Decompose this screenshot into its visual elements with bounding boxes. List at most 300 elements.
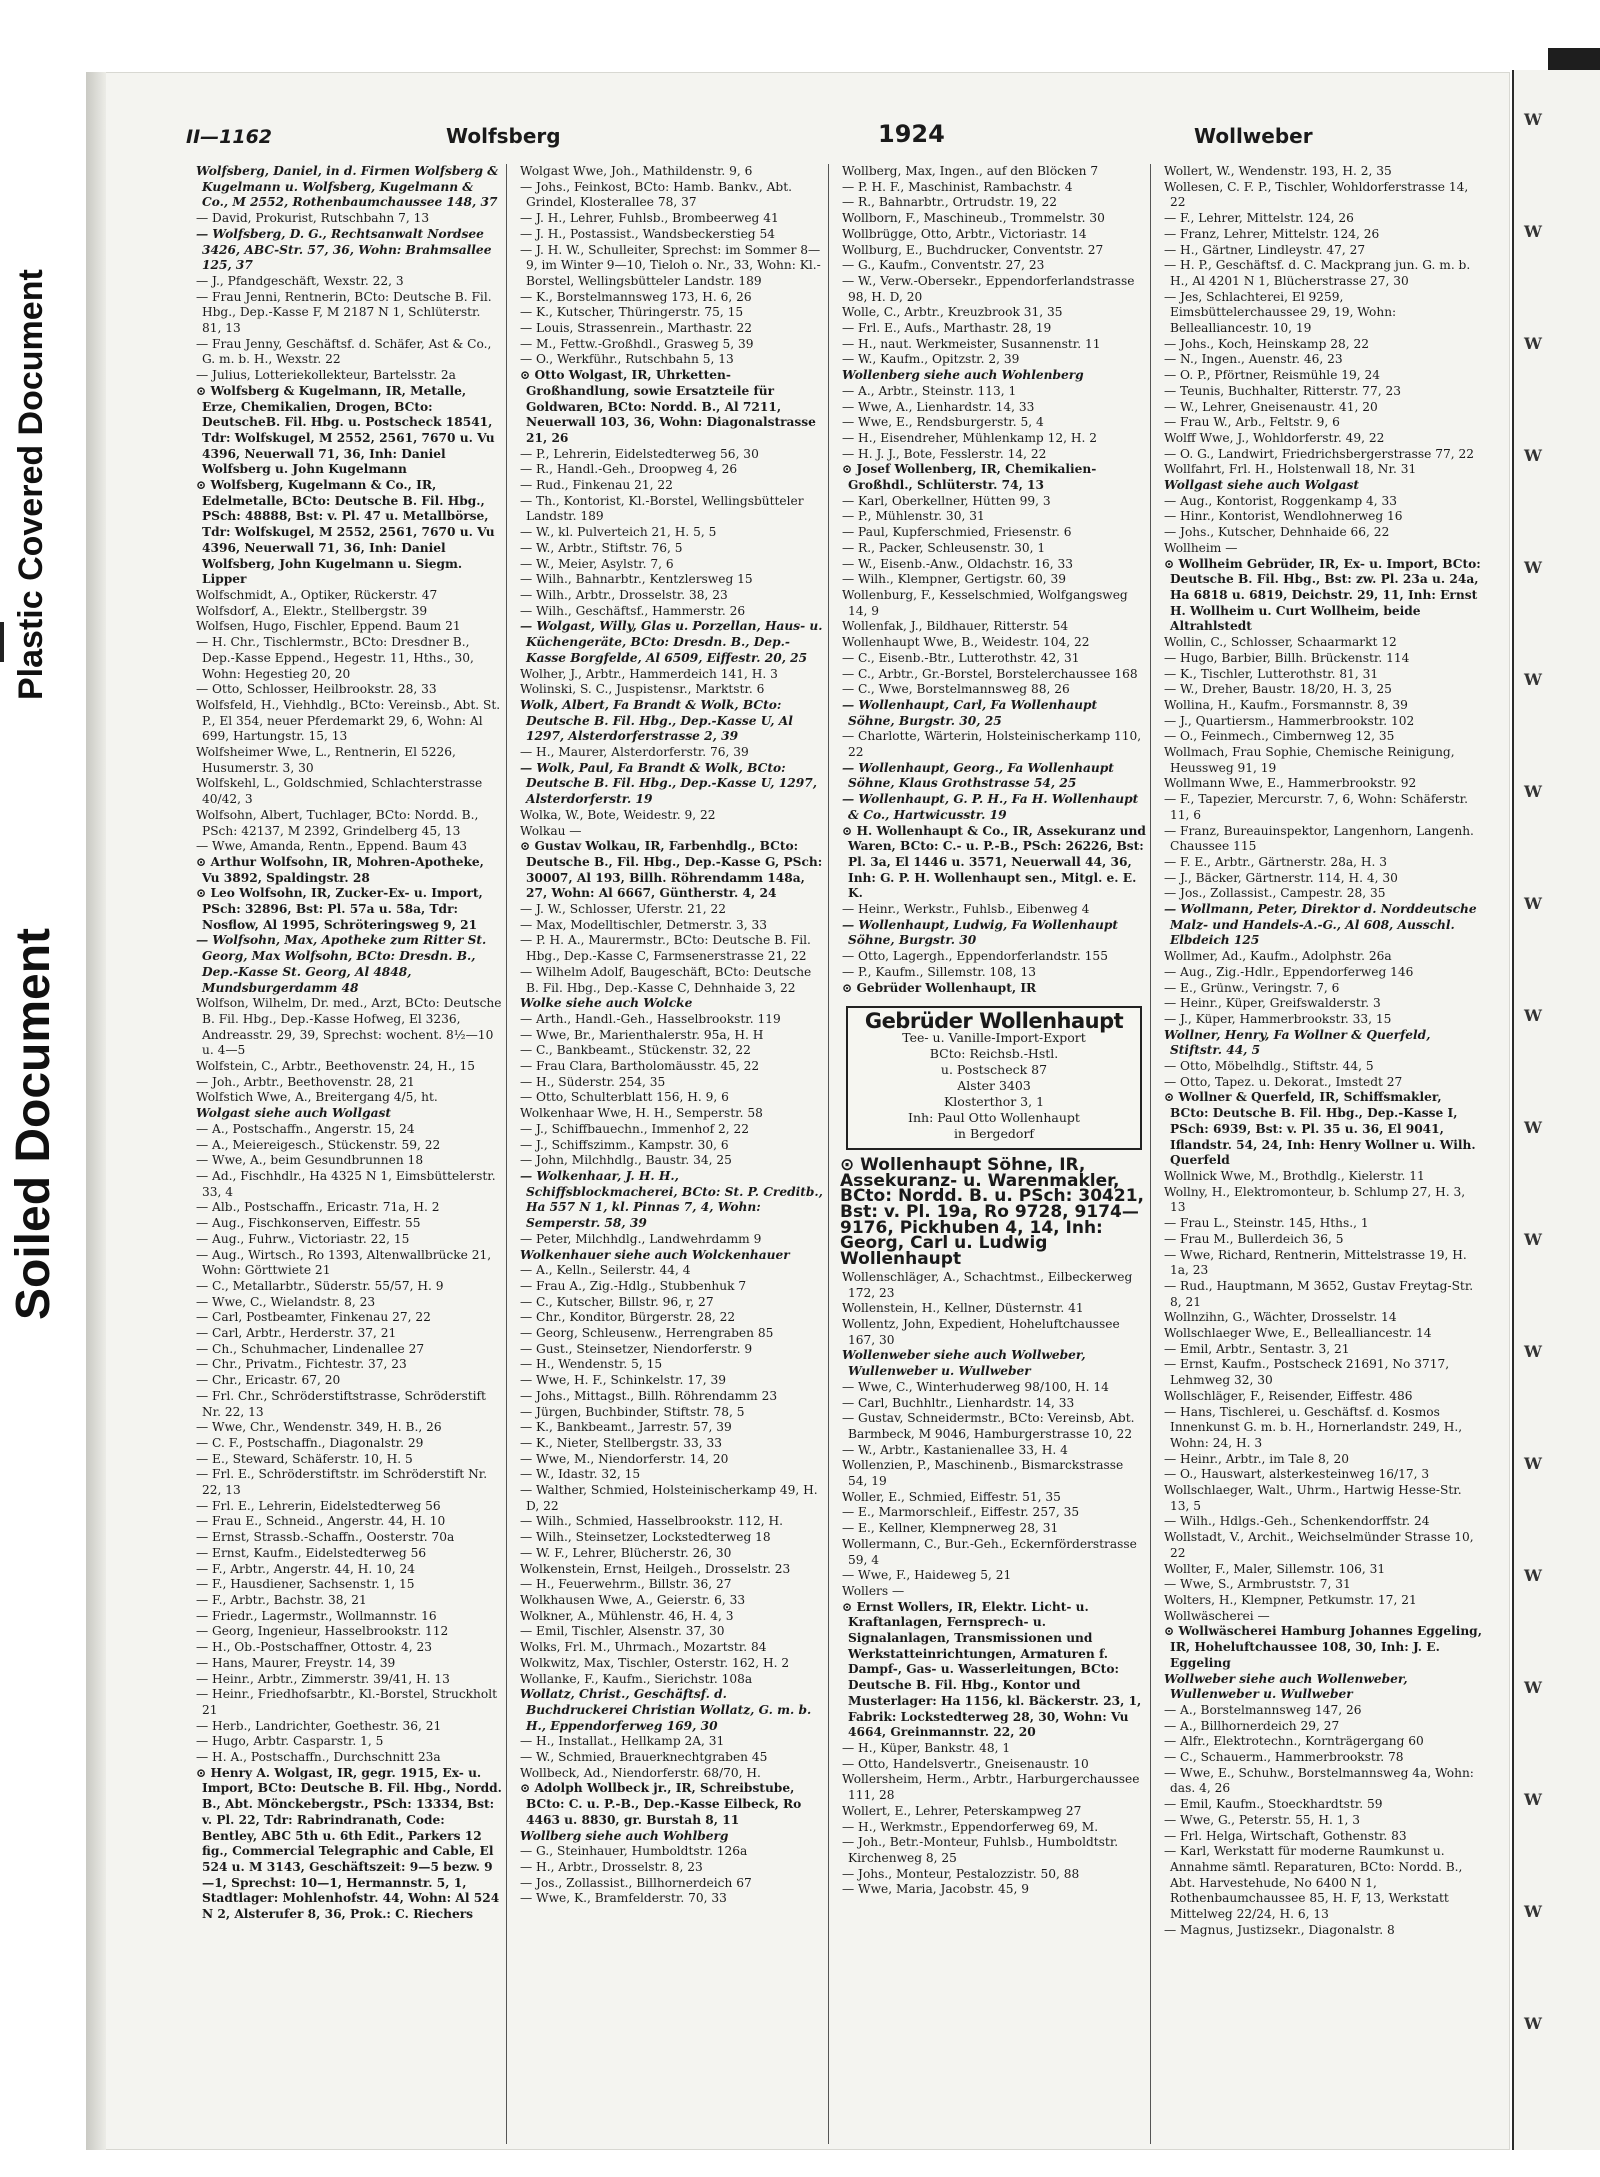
directory-entry: — H. A., Postschaffn., Durchschnitt 23a xyxy=(196,1750,441,1765)
next-page-letter: W xyxy=(1524,1006,1542,1025)
directory-entry: — Gust., Steinsetzer, Niendorferstr. 9 xyxy=(520,1341,753,1356)
directory-entry: Wollberg, Max, Ingen., auf den Blöcken 7 xyxy=(842,164,1099,178)
directory-entry: ⊙ Josef Wollenberg, IR, Chemikalien-Großhdl., Schlüterstr. 74, 13 xyxy=(842,462,1097,493)
directory-entry: — G., Kaufm., Conventstr. 27, 23 xyxy=(842,258,1045,273)
directory-entry: — G., Steinhauer, Humboldtstr. 126a xyxy=(520,1844,748,1859)
page-gutter xyxy=(86,72,106,2150)
directory-entry: — Hinr., Kontorist, Wendlohnerweg 16 xyxy=(1164,509,1403,524)
directory-entry: Woller, E., Schmied, Eiffestr. 51, 35 xyxy=(842,1489,1061,1504)
directory-entry: — Frl. Chr., Schröderstiftstrasse, Schröderstift Nr. 22, 13 xyxy=(196,1388,486,1419)
ad-line: Inh: Paul Otto Wollenhaupt xyxy=(908,1109,1080,1125)
directory-entry: Wollesen, C. F. P., Tischler, Wohldorferstrasse 14, 22 xyxy=(1164,179,1469,210)
directory-entry: — Chr., Ericastr. 67, 20 xyxy=(196,1373,341,1388)
ad-line: BCto: Reichsb.-Hstl. xyxy=(929,1045,1059,1061)
directory-entry: — O., Hauswart, alsterkesteinweg 16/17, 3 xyxy=(1164,1467,1430,1482)
next-page-letter: W xyxy=(1524,110,1542,129)
directory-entry: Wolher, J., Arbtr., Hammerdeich 141, H. 3 xyxy=(520,666,778,681)
directory-entry: Wolka, W., Bote, Weidestr. 9, 22 xyxy=(520,807,716,822)
directory-entry: — J., Küper, Hammerbrookstr. 33, 15 xyxy=(1164,1011,1392,1026)
directory-entry: — Aug., Wirtsch., Ro 1393, Altenwallbrücke 21, Wohn: Görttwiete 21 xyxy=(196,1247,492,1278)
directory-entry: Wollbrügge, Otto, Arbtr., Victoriastr. 14 xyxy=(842,226,1087,241)
directory-entry: — Wilh., Steinsetzer, Lockstedterweg 18 xyxy=(520,1530,771,1545)
directory-entry: — H., Küper, Bankstr. 48, 1 xyxy=(842,1740,1011,1755)
page-number: II—1162 xyxy=(186,126,273,148)
directory-entry: — H. J. J., Bote, Fesslerstr. 14, 22 xyxy=(842,446,1047,461)
directory-entry: — E., Grünw., Veringstr. 7, 6 xyxy=(1164,980,1340,995)
plastic-covered-label: Plastic Covered Document xyxy=(12,269,50,700)
directory-entry: — Peter, Milchhdlg., Landwehrdamm 9 xyxy=(520,1231,762,1246)
directory-entry: — W., Idastr. 32, 15 xyxy=(520,1467,641,1482)
directory-entry: — Franz, Bureauinspektor, Langenhorn, Langenh. Chaussee 115 xyxy=(1164,823,1474,854)
directory-entry: Wolkenhauer siehe auch Wolckenhauer xyxy=(520,1247,790,1262)
directory-entry: — Wwe, M., Niendorferstr. 14, 20 xyxy=(520,1451,729,1466)
directory-entry: Wollschlaeger, Walt., Uhrm., Hartwig Hesse-Str. 13, 5 xyxy=(1164,1483,1462,1513)
column-2 xyxy=(514,164,829,2144)
directory-entry: — C., Schauerm., Hammerbrookstr. 78 xyxy=(1164,1750,1404,1765)
directory-entry: — Rud., Hauptmann, M 3652, Gustav Freytag-Str. 8, 21 xyxy=(1164,1278,1474,1309)
directory-entry: — F., Lehrer, Mittelstr. 124, 26 xyxy=(1164,211,1354,226)
directory-entry: — F. E., Arbtr., Gärtnerstr. 28a, H. 3 xyxy=(1164,854,1387,869)
directory-entry: Wolkenstein, Ernst, Heilgeh., Drosselstr. 23 xyxy=(520,1561,791,1576)
page-header xyxy=(186,118,1506,150)
directory-entry: Wolkenhaar Wwe, H. H., Semperstr. 58 xyxy=(520,1106,763,1121)
directory-entry: — Wwe, Amanda, Rentn., Eppend. Baum 43 xyxy=(196,839,467,854)
directory-entry: — W., Verw.-Obersekr., Eppendorferlandstrasse 98, H. D, 20 xyxy=(842,273,1135,304)
directory-entry: — David, Prokurist, Rutschbahn 7, 13 xyxy=(196,211,430,226)
directory-entry: Wollnzihn, G., Wächter, Drosselstr. 14 xyxy=(1164,1310,1397,1325)
directory-entry: — Wwe, E., Schuhw., Borstelmannsweg 4a, Wohn: das. 4, 26 xyxy=(1164,1765,1474,1796)
ad-line: u. Postscheck 87 xyxy=(940,1061,1048,1077)
directory-entry: — Wwe, A., beim Gesundbrunnen 18 xyxy=(196,1153,424,1168)
advertisement-box xyxy=(846,1006,1142,1150)
directory-entry: — Hugo, Barbier, Billh. Brückenstr. 114 xyxy=(1164,650,1410,665)
directory-entry: Wolke siehe auch Wolcke xyxy=(520,996,693,1011)
next-page-letter: W xyxy=(1524,1678,1542,1697)
directory-entry: — Otto, Möbelhdlg., Stiftstr. 44, 5 xyxy=(1164,1059,1374,1074)
directory-entry: — F., Hausdiener, Sachsenstr. 1, 15 xyxy=(196,1577,415,1592)
directory-entry: — Heinr., Arbtr., im Tale 8, 20 xyxy=(1164,1451,1349,1466)
column-1 xyxy=(190,164,507,2144)
side-label-strip xyxy=(0,0,80,2177)
directory-entry: — C. F., Postschaffn., Diagonalstr. 29 xyxy=(196,1435,424,1450)
directory-entry: — H., Eisendreher, Mühlenkamp 12, H. 2 xyxy=(842,430,1097,445)
directory-entry: — J. H., Postassist., Wandsbeckerstieg 54 xyxy=(520,226,775,241)
directory-columns xyxy=(190,164,1494,2144)
directory-entry: — Wwe, Richard, Rentnerin, Mittelstrasse 19, H. 1a, 23 xyxy=(1164,1247,1467,1278)
directory-entry: Wolkwitz, Max, Tischler, Osterstr. 162, H. 2 xyxy=(520,1655,790,1670)
directory-entry: — O. G., Landwirt, Friedrichsbergerstrasse 77, 22 xyxy=(1164,446,1474,461)
directory-entry: — Wollenhaupt, Georg., Fa Wollenhaupt Söhne, Klaus Grothstrasse 54, 25 xyxy=(842,760,1114,791)
directory-entry: — Georg, Schleusenw., Herrengraben 85 xyxy=(520,1326,774,1341)
directory-entry: — Alb., Postschaffn., Ericastr. 71a, H. 2 xyxy=(196,1200,440,1215)
directory-entry: — H., Maurer, Alsterdorferstr. 76, 39 xyxy=(520,745,749,760)
directory-entry: — C., Wwe, Borstelmannsweg 88, 26 xyxy=(842,682,1070,697)
directory-entry: Wolfsberg, Daniel, in d. Firmen Wolfsberg & Kugelmann u. Wolfsberg, Kugelmann & Co., M 2552, Rothenbaumchaussee 148, 37 xyxy=(196,164,499,210)
directory-entry: ⊙ Henry A. Wolgast, IR, gegr. 1915, Ex- u. Import, BCto: Deutsche B. Fil. Hbg., Nordd. B., Abt. Mönckebergstr., PSch: 13334, Bst: v. Pl. 22, Tdr: Rabrindranath, Code: Bentley, ABC 5th u. 6th Edit., Parkers 12 fig., Commercial Telegraphic and Cable, El 524 u. M 3143, Geschäftszeit: 9—5 bezw. 9—1, Sprechst: 10—1, Hermannstr. 5, 1, Stadtlager: Mohlenhofstr. 44, Wohn: Al 524 N 2, Alsterufer 8, 36, Prok.: C. Riechers xyxy=(196,1765,502,1922)
directory-entry: ⊙ Wollheim Gebrüder, IR, Ex- u. Import, BCto: Deutsche B. Fil. Hbg., Bst: zw. Pl. 23a u. 24a, Ha 6818 u. 6819, Deichstr. 29, 11, Inh: Ernst H. Wollheim u. Curt Wollheim, beide Altrahlstedt xyxy=(1164,556,1481,634)
directory-entry: — C., Arbtr., Gr.-Borstel, Borstelerchaussee 168 xyxy=(842,666,1138,681)
directory-entry: — Ch., Schuhmacher, Lindenallee 27 xyxy=(196,1341,425,1356)
directory-entry: — Emil, Kaufm., Stoeckhardtstr. 59 xyxy=(1164,1797,1383,1812)
next-page-letter: W xyxy=(1524,894,1542,913)
directory-entry: — Teunis, Buchhalter, Ritterstr. 77, 23 xyxy=(1164,383,1401,398)
directory-entry: Wolkhausen Wwe, A., Geierstr. 6, 33 xyxy=(520,1592,746,1607)
directory-entry: ⊙ Otto Wolgast, IR, Uhrketten-Großhandlung, sowie Ersatzteile für Goldwaren, BCto: Nordd. B., Al 7211, Neuerwall 103, 36, Wohn: Diagonalstrasse 21, 26 xyxy=(520,368,816,445)
directory-entry: — A., Kelln., Seilerstr. 44, 4 xyxy=(520,1263,691,1278)
directory-entry: — Wilh., Schmied, Hasselbrookstr. 112, H. xyxy=(520,1514,783,1529)
directory-entry: — W., Kaufm., Opitzstr. 2, 39 xyxy=(842,352,1020,367)
directory-entry: — Wwe, Chr., Wendenstr. 349, H. B., 26 xyxy=(196,1420,442,1435)
directory-entry: Wollenschläger, A., Schachtmst., Eilbeckerweg 172, 23 xyxy=(842,1269,1133,1300)
directory-entry: — N., Ingen., Auenstr. 46, 23 xyxy=(1164,352,1343,367)
directory-entry: Wollin, C., Schlosser, Schaarmarkt 12 xyxy=(1164,635,1397,650)
directory-entry: — Otto, Lagergh., Eppendorferlandstr. 155 xyxy=(842,949,1108,964)
directory-entry: — Hans, Tischlerei, u. Geschäftsf. d. Kosmos Innenkunst G. m. b. H., Hornerlandstr. 249, H., Wohn: 24, H. 3 xyxy=(1164,1404,1463,1450)
directory-entry: — W., Arbtr., Stiftstr. 76, 5 xyxy=(520,540,683,555)
directory-entry: — Wollmann, Peter, Direktor d. Norddeutsche Malz- und Handels-A.-G., Al 608, Ausschl. Elbdeich 125 xyxy=(1164,902,1477,948)
directory-entry: — Ernst, Kaufm., Postscheck 21691, No 3717, Lehmweg 32, 30 xyxy=(1164,1357,1450,1388)
directory-entry: Wolfskehl, L., Goldschmied, Schlachterstrasse 40/42, 3 xyxy=(196,776,483,807)
directory-entry: — Friedr., Lagermstr., Wollmannstr. 16 xyxy=(196,1608,437,1623)
directory-entry: — Louis, Strassenrein., Marthastr. 22 xyxy=(520,321,753,336)
directory-entry: — Frl. E., Lehrerin, Eidelstedterweg 56 xyxy=(196,1498,441,1513)
directory-entry: — Wollenhaupt, Ludwig, Fa Wollenhaupt Söhne, Burgstr. 30 xyxy=(842,917,1119,948)
directory-entry: Wollentz, John, Expedient, Hoheluftchaussee 167, 30 xyxy=(842,1317,1120,1347)
next-page-letter: W xyxy=(1524,2014,1542,2033)
directory-entry: ⊙ Adolph Wollbeck jr., IR, Schreibstube, BCto: C. u. P.-B., Dep.-Kasse Eilbeck, Ro 4463 u. 8830, gr. Burstah 8, 11 xyxy=(520,1781,802,1827)
soiled-document-label: Soiled Document xyxy=(7,927,60,1320)
directory-entry: — Johs., Mittagst., Billh. Röhrendamm 23 xyxy=(520,1388,778,1403)
directory-entry: — Frl. E., Aufs., Marthastr. 28, 19 xyxy=(842,321,1052,336)
directory-entry: Wollert, W., Wendenstr. 193, H. 2, 35 xyxy=(1164,164,1392,178)
directory-entry: — H., Süderstr. 254, 35 xyxy=(520,1074,666,1089)
directory-entry: — K., Kutscher, Thüringerstr. 75, 15 xyxy=(520,305,744,320)
directory-entry: Wollfahrt, Frl. H., Holstenwall 18, Nr. 31 xyxy=(1164,462,1417,477)
directory-entry: — R., Packer, Schleusenstr. 30, 1 xyxy=(842,540,1046,555)
directory-entry: — Max, Modelltischler, Detmerstr. 3, 33 xyxy=(520,917,767,932)
directory-entry: — R., Bahnarbtr., Ortrudstr. 19, 22 xyxy=(842,195,1058,210)
directory-entry: — W., Dreher, Baustr. 18/20, H. 3, 25 xyxy=(1164,682,1392,697)
directory-entry: — Wwe, Maria, Jacobstr. 45, 9 xyxy=(842,1882,1029,1897)
directory-entry: Wollny, H., Elektromonteur, b. Schlump 27, H. 3, 13 xyxy=(1164,1184,1466,1215)
directory-entry: — Aug., Kontorist, Roggenkamp 4, 33 xyxy=(1164,493,1398,508)
directory-entry: — Joh., Arbtr., Beethovenstr. 28, 21 xyxy=(196,1074,415,1089)
directory-entry: Wolgast siehe auch Wollgast xyxy=(196,1106,391,1121)
directory-entry: — J., Bäcker, Gärtnerstr. 114, H. 4, 30 xyxy=(1164,870,1398,885)
directory-entry: Wolfsfeld, H., Viehhdlg., BCto: Vereinsb., Abt. St. P., El 354, neuer Pferdemarkt 29, 6, Wohn: Al 699, Hartungstr. 15, 13 xyxy=(196,697,501,744)
directory-entry: Wollgast siehe auch Wolgast xyxy=(1164,478,1359,493)
directory-entry: Wollmann Wwe, E., Hammerbrookstr. 92 xyxy=(1164,776,1417,791)
directory-entry: — P., Kaufm., Sillemstr. 108, 13 xyxy=(842,964,1037,979)
last-name-guide: Wollweber xyxy=(1194,124,1313,148)
directory-entry: — C., Bankbeamt., Stückenstr. 32, 22 xyxy=(520,1043,751,1058)
next-page-letter: W xyxy=(1524,1566,1542,1585)
directory-entry: — Johs., Koch, Heinskamp 28, 22 xyxy=(1164,336,1370,351)
directory-entry: — A., Billhornerdeich 29, 27 xyxy=(1164,1718,1340,1733)
next-page-letter: W xyxy=(1524,334,1542,353)
directory-entry: — Ad., Fischhdlr., Ha 4325 N 1, Eimsbüttelerstr. 33, 4 xyxy=(196,1169,496,1199)
directory-entry: — Frl. Helga, Wirtschaft, Gothenstr. 83 xyxy=(1164,1828,1407,1843)
directory-entry: Wollenburg, F., Kesselschmied, Wolfgangsweg 14, 9 xyxy=(842,587,1128,618)
directory-entry: — E., Marmorschleif., Eiffestr. 257, 35 xyxy=(842,1505,1080,1520)
year-label: 1924 xyxy=(878,120,945,148)
directory-entry: — Heinr., Werkstr., Fuhlsb., Eibenweg 4 xyxy=(842,902,1090,917)
directory-page xyxy=(86,72,1510,2150)
directory-entry: — Walther, Schmied, Holsteinischerkamp 49, H. D, 22 xyxy=(520,1483,818,1513)
directory-entry: — W., kl. Pulverteich 21, H. 5, 5 xyxy=(520,525,717,540)
directory-entry: — Alfr., Elektrotechn., Kornträgergang 60 xyxy=(1164,1734,1424,1749)
directory-entry: — Chr., Privatm., Fichtestr. 37, 23 xyxy=(196,1357,407,1372)
directory-entry: — P. H. F., Maschinist, Rambachstr. 4 xyxy=(842,179,1073,194)
directory-entry: Wollheim — xyxy=(1164,540,1238,555)
directory-entry: — P., Lehrerin, Eidelstedterweg 56, 30 xyxy=(520,446,759,461)
directory-entry: ⊙ Ernst Wollers, IR, Elektr. Licht- u. Kraftanlagen, Fernsprech- u. Signalanlagen, Transmissionen und Werkstatteinrichtungen, Armaturen f. Dampf-, Gas- u. Wasserleitungen, BCto: Deutsche B. Fil. Hbg., Kontor und Musterlager: Ha 1156, kl. Bäckerstr. 23, 1, Fabrik: Lockstedterweg 28, 30, Wohn: Vu 4664, Greinmannstr. 22, 20 xyxy=(842,1599,1142,1740)
directory-entry: — Frau L., Steinstr. 145, Hths., 1 xyxy=(1164,1216,1369,1231)
directory-entry: Wollenhaupt Wwe, B., Weidestr. 104, 22 xyxy=(842,635,1090,650)
directory-entry: ⊙ Wollenhaupt Söhne, IR, Assekuranz- u. Warenmakler, BCto: Nordd. B. u. PSch: 30421, Bst: v. Pl. 19a, Ro 9728, 9174—9176, Pickhuben 4, 14, Inh: Georg, Carl u. Ludwig Wollenhaupt xyxy=(840,1154,1144,1270)
directory-entry: — J., Schiffbauechn., Immenhof 2, 22 xyxy=(520,1121,750,1136)
ad-line: in Bergedorf xyxy=(953,1125,1035,1141)
directory-entry: Wolk, Albert, Fa Brandt & Wolk, BCto: Deutsche B. Fil. Hbg., Dep.-Kasse U, Al 1297, Alsterdorferstrasse 2, 39 xyxy=(520,697,793,744)
directory-entry: — Frau W., Arb., Feltstr. 9, 6 xyxy=(1164,415,1340,430)
directory-entry: ⊙ Wollwäscherei Hamburg Johannes Eggeling, IR, Hoheluftchaussee 108, 30, Inh: J. E. Eggeling xyxy=(1164,1624,1482,1670)
directory-entry: — Otto, Tapez. u. Dekorat., Imstedt 27 xyxy=(1164,1074,1403,1089)
directory-entry: — Jos., Zollassist., Campestr. 28, 35 xyxy=(1164,886,1386,901)
directory-entry: — Wolkenhaar, J. H. H., Schiffsblockmacherei, BCto: St. P. Creditb., Ha 557 N 1, kl. Pinnas 7, 4, Wohn: Semperstr. 58, 39 xyxy=(520,1169,823,1231)
directory-entry: — O., Feinmech., Cimbernweg 12, 35 xyxy=(1164,729,1395,744)
directory-entry: Wollenweber siehe auch Wollweber, Wullenweber u. Wullweber xyxy=(842,1348,1086,1379)
directory-entry: — P., Mühlenstr. 30, 31 xyxy=(842,509,985,524)
directory-entry: — Otto, Handelsvertr., Gneisenaustr. 10 xyxy=(842,1756,1089,1771)
directory-entry: Wollweber siehe auch Wollenweber, Wullenweber u. Wullweber xyxy=(1164,1671,1408,1702)
directory-entry: — Wwe, E., Rendsburgerstr. 5, 4 xyxy=(842,415,1044,430)
directory-entry: — K., Bankbeamt., Jarrestr. 57, 39 xyxy=(520,1420,732,1435)
next-page-letter: W xyxy=(1524,1118,1542,1137)
directory-entry: — C., Metallarbtr., Süderstr. 55/57, H. 9 xyxy=(196,1278,444,1293)
directory-entry: — C., Kutscher, Billstr. 96, r, 27 xyxy=(520,1294,714,1309)
directory-entry: — J., Pfandgeschäft, Wexstr. 22, 3 xyxy=(196,273,404,288)
directory-entry: — Wilh., Geschäftsf., Hammerstr. 26 xyxy=(520,603,746,618)
directory-entry: — Wwe, K., Bramfelderstr. 70, 33 xyxy=(520,1891,727,1906)
directory-entry: — Emil, Arbtr., Sentastr. 3, 21 xyxy=(1164,1341,1350,1356)
directory-entry: — Wwe, C., Wielandstr. 8, 23 xyxy=(196,1294,376,1309)
directory-entry: Wollschlaeger Wwe, E., Bellealliancestr. 14 xyxy=(1164,1326,1432,1341)
directory-entry: — W. F., Lehrer, Blücherstr. 26, 30 xyxy=(520,1545,732,1560)
directory-entry: — Franz, Lehrer, Mittelstr. 124, 26 xyxy=(1164,226,1380,241)
directory-entry: — W., Schmied, Brauerknechtgraben 45 xyxy=(520,1750,768,1765)
directory-entry: Wolfsohn, Albert, Tuchlager, BCto: Nordd. B., PSch: 42137, M 2392, Grindelberg 45, 13 xyxy=(196,807,479,838)
directory-entry: ⊙ Wolfsberg & Kugelmann, IR, Metalle, Erze, Chemikalien, Drogen, BCto: DeutscheB. Fil. Hbg. u. Postscheck 18541, Tdr: Wolfskugel, M 2552, 2561, 7670 u. Vu 4396, Neuerwall 71, 36, Inh: Daniel Wolfsberg u. John Kugelmann xyxy=(196,383,495,477)
next-page-letter: W xyxy=(1524,1230,1542,1249)
directory-entry: — Wolgast, Willy, Glas u. Porzellan, Haus- u. Küchengeräte, BCto: Dresdn. B., Dep.-Kasse Borgfelde, Al 6509, Eiffestr. 20, 25 xyxy=(520,619,823,665)
directory-entry: — A., Borstelmannsweg 147, 26 xyxy=(1164,1702,1362,1717)
directory-entry: Wollersheim, Herm., Arbtr., Harburgerchaussee 111, 28 xyxy=(842,1772,1140,1803)
directory-entry: — W., Eisenb.-Anw., Oldachstr. 16, 33 xyxy=(842,556,1074,571)
directory-entry: Wollmer, Ad., Kaufm., Adolphstr. 26a xyxy=(1164,949,1392,964)
directory-entry: — Aug., Fuhrw., Victoriastr. 22, 15 xyxy=(196,1231,410,1246)
directory-entry: Wolks, Frl. M., Uhrmach., Mozartstr. 84 xyxy=(520,1640,767,1655)
directory-entry: — Frau Clara, Bartholomäusstr. 45, 22 xyxy=(520,1059,760,1074)
directory-entry: Wolfsheimer Wwe, L., Rentnerin, El 5226, Husumerstr. 3, 30 xyxy=(196,745,456,775)
directory-entry: — A., Postschaffn., Angerstr. 15, 24 xyxy=(196,1121,415,1136)
directory-entry: — A., Meiereigesch., Stückenstr. 59, 22 xyxy=(196,1137,441,1152)
directory-entry: — M., Fettw.-Großhdl., Grasweg 5, 39 xyxy=(520,336,754,351)
next-page-letter: W xyxy=(1524,558,1542,577)
directory-entry: — Frau M., Bullerdeich 36, 5 xyxy=(1164,1231,1344,1246)
ad-title: Gebrüder Wollenhaupt xyxy=(864,1009,1124,1034)
directory-entry: — Wwe, H. F., Schinkelstr. 17, 39 xyxy=(520,1373,726,1388)
directory-entry: — Joh., Betr.-Monteur, Fuhlsb., Humboldtstr. Kirchenweg 8, 25 xyxy=(842,1835,1119,1865)
binding-mark xyxy=(0,622,4,662)
directory-entry: — Heinr., Arbtr., Zimmerstr. 39/41, H. 13 xyxy=(196,1671,450,1686)
directory-entry: Wolfstein, C., Arbtr., Beethovenstr. 24, H., 15 xyxy=(196,1059,476,1074)
directory-entry: — Hugo, Arbtr. Casparstr. 1, 5 xyxy=(196,1734,384,1749)
next-page-letter: W xyxy=(1524,1342,1542,1361)
directory-entry: Wolgast Wwe, Joh., Mathildenstr. 9, 6 xyxy=(520,164,753,178)
directory-entry: — J. W., Schlosser, Uferstr. 21, 22 xyxy=(520,902,726,917)
directory-entry: — Th., Kontorist, Kl.-Borstel, Wellingsbütteler Landstr. 189 xyxy=(520,493,804,524)
directory-entry: Wollborn, F., Maschineub., Trommelstr. 30 xyxy=(842,211,1105,226)
directory-entry: — Heinr., Friedhofsarbtr., Kl.-Borstel, Struckholt 21 xyxy=(196,1687,498,1717)
directory-entry: ⊙ Wolfsberg, Kugelmann & Co., IR, Edelmetalle, BCto: Deutsche B. Fil. Hbg., PSch: 48888, Bst: v. Pl. 47 u. Metallbörse, Tdr: Wolfskugel, M 2552, 2561, 7670 u. Vu 4396, Neuerwall 71, 36, Inh: Daniel Wolfsberg, John Kugelmann u. Siegm. Lipper xyxy=(196,478,495,587)
directory-entry: — Hans, Maurer, Freystr. 14, 39 xyxy=(196,1655,396,1670)
directory-entry: — H., Werkmstr., Eppendorferweg 69, M. xyxy=(842,1819,1099,1834)
directory-entry: Wollner, Henry, Fa Wollner & Querfeld, Stiftstr. 44, 5 xyxy=(1164,1027,1431,1058)
next-page-letter: W xyxy=(1524,1454,1542,1473)
directory-entry: Wollert, E., Lehrer, Peterskampweg 27 xyxy=(842,1803,1082,1818)
directory-entry: — K., Borstelmannsweg 173, H. 6, 26 xyxy=(520,289,752,304)
directory-entry: Wollnick Wwe, M., Brothdlg., Kielerstr. 11 xyxy=(1164,1169,1425,1183)
directory-entry: Wolfsen, Hugo, Fischler, Eppend. Baum 21 xyxy=(196,619,461,634)
directory-entry: — J. H., Lehrer, Fuhlsb., Brombeerweg 41 xyxy=(520,211,779,226)
directory-entry: Wollenberg siehe auch Wohlenberg xyxy=(842,368,1084,383)
directory-entry: Wollenzien, P., Maschinenb., Bismarckstrasse 54, 19 xyxy=(842,1458,1124,1489)
directory-entry: ⊙ Gebrüder Wollenhaupt, IR xyxy=(842,980,1037,995)
directory-entry: Wolff Wwe, J., Wohldorferstr. 49, 22 xyxy=(1164,430,1385,445)
directory-entry: — Wwe, G., Peterstr. 55, H. 1, 3 xyxy=(1164,1812,1360,1827)
directory-entry: — Jes, Schlachterei, El 9259, Eimsbüttelerchaussee 29, 19, Wohn: Bellealliancestr. 10, 19 xyxy=(1164,289,1397,336)
directory-entry: — H., Gärtner, Lindleystr. 47, 27 xyxy=(1164,242,1366,257)
directory-entry: Wollermann, C., Bur.-Geh., Eckernförderstrasse 59, 4 xyxy=(842,1536,1137,1567)
directory-entry: — Frau A., Zig.-Hdlg., Stubbenhuk 7 xyxy=(520,1278,747,1293)
directory-entry: — H., Feuerwehrm., Billstr. 36, 27 xyxy=(520,1577,732,1592)
directory-entry: Wollmach, Frau Sophie, Chemische Reinigung, Heussweg 91, 19 xyxy=(1164,745,1455,775)
directory-entry: — F., Arbtr., Bachstr. 38, 21 xyxy=(196,1592,367,1607)
directory-entry: — E., Steward, Schäferstr. 10, H. 5 xyxy=(196,1451,413,1466)
directory-entry: — Otto, Schlosser, Heilbrookstr. 28, 33 xyxy=(196,682,437,697)
directory-entry: — Aug., Zig.-Hdlr., Eppendorferweg 146 xyxy=(1164,964,1414,979)
directory-entry: — Johs., Kutscher, Dehnhaide 66, 22 xyxy=(1164,525,1390,540)
directory-entry: Wollanke, F., Kaufm., Sierichstr. 108a xyxy=(520,1671,753,1686)
directory-entry: Wollburg, E., Buchdrucker, Conventstr. 27 xyxy=(842,242,1104,257)
directory-entry: — Wolk, Paul, Fa Brandt & Wolk, BCto: Deutsche B. Fil. Hbg., Dep.-Kasse U, 1297, Alsterdorferstr. 19 xyxy=(520,760,817,807)
directory-entry: — J., Quartiersm., Hammerbrookstr. 102 xyxy=(1164,713,1415,728)
directory-entry: — Heinr., Küper, Greifswalderstr. 3 xyxy=(1164,996,1381,1011)
directory-entry: — W., Meier, Asylstr. 7, 6 xyxy=(520,556,674,571)
directory-entry: — Wilh., Klempner, Gertigstr. 60, 39 xyxy=(842,572,1067,587)
directory-entry: — A., Arbtr., Steinstr. 113, 1 xyxy=(842,383,1017,398)
ad-line: Alster 3403 xyxy=(957,1077,1031,1093)
directory-entry: — O. P., Pförtner, Reismühle 19, 24 xyxy=(1164,368,1381,383)
directory-entry: — Ernst, Strassb.-Schaffn., Oosterstr. 70a xyxy=(196,1530,455,1545)
directory-entry: — Wwe, Br., Marienthalerstr. 95a, H. H xyxy=(520,1027,764,1042)
directory-entry: — Aug., Fischkonserven, Eiffestr. 55 xyxy=(196,1216,421,1231)
directory-entry: — H., naut. Werkmeister, Susannenstr. 11 xyxy=(842,336,1101,351)
directory-entry: — H. P., Geschäftsf. d. C. Mackprang jun. G. m. b. H., Al 4201 N 1, Blücherstrasse 27, 30 xyxy=(1164,258,1471,288)
directory-entry: — Frau E., Schneid., Angerstr. 44, H. 10 xyxy=(196,1514,446,1529)
directory-entry: Wolfschmidt, A., Optiker, Rückerstr. 47 xyxy=(196,587,438,602)
directory-entry: — Wilhelm Adolf, Baugeschäft, BCto: Deutsche B. Fil. Hbg., Dep.-Kasse C, Dehnhaide 3, 22 xyxy=(520,964,812,995)
ad-line: Klosterthor 3, 1 xyxy=(943,1093,1045,1109)
directory-entry: Wolfsdorf, A., Elektr., Stellbergstr. 39 xyxy=(196,603,428,618)
directory-entry: — J., Schiffszimm., Kampstr. 30, 6 xyxy=(520,1137,729,1152)
directory-entry: ⊙ Arthur Wolfsohn, IR, Mohren-Apotheke, Vu 3892, Spaldingstr. 28 xyxy=(196,854,484,885)
directory-entry: — Wolfsberg, D. G., Rechtsanwalt Nordsee 3426, ABC-Str. 57, 36, Wohn: Brahmsallee 125, 37 xyxy=(196,226,492,273)
directory-entry: Wollenstein, H., Kellner, Düsternstr. 41 xyxy=(842,1301,1084,1316)
directory-entry: — Frau Jenni, Rentnerin, BCto: Deutsche B. Fil. Hbg., Dep.-Kasse F, M 2187 N 1, Schlüterstr. 81, 13 xyxy=(196,289,492,336)
directory-entry: — H. Chr., Tischlermstr., BCto: Dresdner B., Dep.-Kasse Eppend., Hegestr. 11, Hths., 30, Wohn: Hegestieg 20, 20 xyxy=(196,635,474,681)
directory-entry: — Magnus, Justizsekr., Diagonalstr. 8 xyxy=(1164,1922,1395,1937)
directory-entry: — Ernst, Kaufm., Eidelstedterweg 56 xyxy=(196,1545,427,1560)
directory-entry: — Johs., Monteur, Pestalozzistr. 50, 88 xyxy=(842,1866,1080,1881)
directory-entry: — Otto, Schulterblatt 156, H. 9, 6 xyxy=(520,1090,729,1105)
directory-entry: — Rud., Finkenau 21, 22 xyxy=(520,478,673,493)
directory-entry: Wollenfak, J., Bildhauer, Ritterstr. 54 xyxy=(842,619,1069,634)
directory-entry: Wollina, H., Kaufm., Forsmannstr. 8, 39 xyxy=(1164,697,1408,712)
next-page-letter: W xyxy=(1524,782,1542,801)
directory-entry: ⊙ Wollner & Querfeld, IR, Schiffsmakler, BCto: Deutsche B. Fil. Hbg., Dep.-Kasse I, PSch: 6939, Bst: v. Pl. 35 u. 36, El 9041, Iflandstr. 54, 24, Inh: Henry Wollner u. Wilh. Querfeld xyxy=(1164,1090,1476,1168)
next-page-letter: W xyxy=(1524,1902,1542,1921)
directory-entry: — Wollenhaupt, Carl, Fa Wollenhaupt Söhne, Burgstr. 30, 25 xyxy=(842,697,1098,728)
directory-entry: — Wolfsohn, Max, Apotheke zum Ritter St. Georg, Max Wolfsohn, BCto: Dresdn. B., Dep.-Kasse St. Georg, Al 4848, Mundsburgerdamm 48 xyxy=(196,933,487,995)
directory-entry: — Charlotte, Wärterin, Holsteinischerkamp 110, 22 xyxy=(842,729,1142,760)
directory-entry: — Jürgen, Buchbinder, Stiftstr. 78, 5 xyxy=(520,1404,745,1419)
directory-entry: Wollwäscherei — xyxy=(1164,1608,1270,1623)
column-4 xyxy=(1158,164,1488,2144)
directory-entry: — H., Arbtr., Drosselstr. 8, 23 xyxy=(520,1859,703,1874)
directory-entry: — H., Installat., Hellkamp 2A, 31 xyxy=(520,1734,725,1749)
directory-entry: — Frau Jenny, Geschäftsf. d. Schäfer, Ast & Co., G. m. b. H., Wexstr. 22 xyxy=(196,336,492,367)
directory-entry: — W., Lehrer, Gneisenaustr. 41, 20 xyxy=(1164,399,1378,414)
directory-entry: — Wollenhaupt, G. P. H., Fa H. Wollenhaupt & Co., Hartwicusstr. 19 xyxy=(842,792,1139,822)
directory-entry: — R., Handl.-Geh., Droopweg 4, 26 xyxy=(520,462,738,477)
directory-entry: Wolfstich Wwe, A., Breitergang 4/5, ht. xyxy=(196,1090,438,1105)
directory-entry: — Carl, Buchhltr., Lienhardstr. 14, 33 xyxy=(842,1395,1075,1410)
directory-entry: Wollschläger, F., Reisender, Eiffestr. 486 xyxy=(1164,1388,1413,1403)
directory-entry: — Wwe, F., Haideweg 5, 21 xyxy=(842,1568,1012,1583)
first-name-guide: Wolfsberg xyxy=(446,124,561,148)
directory-entry: — H., Wendenstr. 5, 15 xyxy=(520,1357,663,1372)
directory-entry: — Johs., Feinkost, BCto: Hamb. Bankv., Abt. Grindel, Klosterallee 78, 37 xyxy=(520,179,792,210)
directory-entry: — Paul, Kupferschmied, Friesenstr. 6 xyxy=(842,525,1072,540)
directory-entry: — Wwe, A., Lienhardstr. 14, 33 xyxy=(842,399,1035,414)
directory-entry: Wollbeck, Ad., Niendorferstr. 68/70, H. xyxy=(520,1765,761,1780)
next-page-letter: W xyxy=(1524,222,1542,241)
directory-entry: — Karl, Oberkellner, Hütten 99, 3 xyxy=(842,493,1051,508)
directory-entry: — Jos., Zollassist., Billhornerdeich 67 xyxy=(520,1875,752,1890)
directory-entry: — Chr., Konditor, Bürgerstr. 28, 22 xyxy=(520,1310,736,1325)
directory-entry: — Karl, Werkstatt für moderne Raumkunst u. Annahme sämtl. Reparaturen, BCto: Nordd. B., Abt. Harvestehude, No 6400 N 1, Rothenbaumchaussee 85, H. F, 13, Werkstatt Mittelweg 22/24, H. 6, 13 xyxy=(1164,1844,1463,1922)
directory-entry: Wollstadt, V., Archit., Weichselmünder Strasse 10, 22 xyxy=(1164,1530,1474,1560)
directory-entry: — Emil, Tischler, Alsenstr. 37, 30 xyxy=(520,1624,725,1639)
next-page-letter: W xyxy=(1524,670,1542,689)
directory-entry: — K., Nieter, Stellbergstr. 33, 33 xyxy=(520,1435,722,1450)
directory-entry: — Julius, Lotteriekollekteur, Bartelsstr. 2a xyxy=(196,368,456,383)
directory-entry: — K., Tischler, Lutterothstr. 81, 31 xyxy=(1164,666,1379,681)
directory-entry: Wolinski, S. C., Juspistensr., Marktstr. 6 xyxy=(520,682,765,697)
directory-entry: — Wilh., Bahnarbtr., Kentzlersweg 15 xyxy=(520,572,753,587)
directory-entry: — O., Werkführ., Rutschbahn 5, 13 xyxy=(520,352,734,367)
